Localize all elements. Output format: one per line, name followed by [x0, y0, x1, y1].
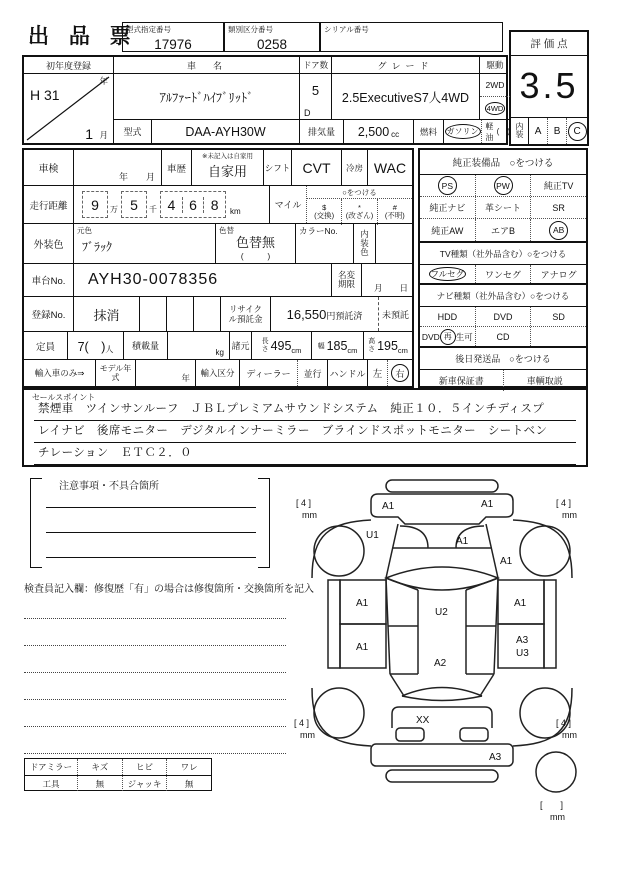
d-pillar-left	[390, 674, 404, 696]
score-label: 評 価 点	[511, 32, 587, 56]
reg-blank-3	[194, 297, 221, 331]
navi-dvd-play: DVD 再 生可	[420, 327, 476, 346]
tv-analog: アナログ	[540, 269, 577, 280]
type-code-box	[122, 22, 224, 52]
equip-leather: 革シート	[476, 197, 532, 218]
reg-month-suffix: 月	[99, 130, 108, 140]
interior-label: 内装	[511, 118, 529, 144]
inspector-line-6	[24, 743, 286, 754]
damage-door-left-rear: A1	[356, 642, 369, 653]
shift-label: シフト	[264, 150, 292, 185]
tools-table	[24, 758, 212, 791]
damage-roof-rear: A2	[434, 658, 447, 669]
inspector-label: 検査員記入欄：修復歴「有」の場合は修復箇所・交換箇所を記入	[24, 584, 314, 595]
drive-header: 駆動	[486, 60, 504, 70]
flag-tampered: * (改ざん)	[342, 199, 377, 225]
tool-jack-none: 無	[184, 778, 194, 789]
d-pillar-right	[480, 674, 494, 696]
fuel-gasoline: ガソリン	[444, 120, 482, 143]
drive-2wd: 2WD	[480, 74, 510, 97]
damage-fender-right: A1	[500, 556, 513, 567]
width-cell: 幅 185 cm	[312, 332, 364, 359]
front-fender-left	[312, 520, 371, 578]
notes-line-3	[46, 546, 256, 558]
reg-blank-1	[140, 297, 167, 331]
orig-color-value: ﾌﾞﾗｯｸ	[82, 240, 113, 254]
tread-spare-mm: mm	[550, 812, 565, 822]
damage-door-right-front: A1	[514, 598, 527, 609]
damage-rear-bumper: A3	[489, 752, 502, 763]
inspector-line-5	[24, 716, 286, 727]
equip-airbag: エアB	[476, 219, 532, 241]
damage-door-right-rear-b: U3	[516, 648, 529, 659]
displacement-value: 2,500 cc	[344, 120, 414, 143]
import-dealer: ディーラー	[240, 360, 298, 386]
equip-pw: PW	[476, 175, 532, 196]
int-color-cell: 内装色	[354, 224, 376, 263]
sales-points-label: セールスポイント	[32, 393, 96, 402]
car-name: ｱﾙﾌｧｰﾄﾞﾊｲﾌﾞﾘｯﾄﾞ	[114, 74, 300, 120]
inspector-line-4	[24, 689, 286, 700]
grade-value: 2.5ExecutiveS7人4WD	[332, 74, 480, 120]
model-label: 型式	[114, 120, 152, 143]
shaken-label: 車検	[24, 150, 74, 185]
recycle-amount: 16,550 円預託済	[271, 297, 379, 331]
car-name-header: 車 名	[114, 57, 300, 73]
sales-line-2: レイナビ 後席モニター デジタルインナーミラー ブラインドスポットモニター シートベン	[34, 422, 576, 443]
equipment-panel	[418, 148, 588, 388]
mileage-digits: 9 万 5 千 4 6 8 km	[74, 186, 270, 223]
first-reg-header: 初年度登録	[24, 57, 114, 73]
class-code-box	[224, 22, 320, 52]
interior-grade-row	[511, 117, 587, 144]
recolor-value: 色替無	[235, 234, 275, 250]
window-slant-right	[466, 578, 498, 590]
tool-jack: ジャッキ	[123, 776, 168, 791]
ship-later-header: 後日発送品 ○をつける	[420, 348, 586, 370]
a-pillar-left	[386, 524, 398, 578]
name-change-label: 名変期限	[332, 264, 362, 296]
interior-grade-a: A	[529, 118, 548, 144]
tv-oneseg: ワンセグ	[476, 265, 532, 283]
load-label: 積載量	[124, 332, 168, 359]
height-cell: 高さ 195 cm	[368, 338, 408, 355]
rear-window-bottom	[402, 696, 482, 701]
ext-color-label: 外装色	[24, 224, 74, 263]
navi-blank	[531, 327, 586, 346]
window-slant-left	[386, 578, 418, 590]
reg-status: 抹消	[74, 297, 140, 331]
ship-manual: 車輌取説	[526, 376, 563, 386]
class-code-value: 0258	[256, 36, 288, 52]
tread-spare: [ ]	[540, 800, 564, 810]
wheel-front-right	[520, 526, 570, 576]
mileage-label: 走行距離	[24, 186, 74, 223]
capacity-value: 7( ) 人	[68, 332, 124, 359]
circle-note: ○をつける	[307, 186, 412, 199]
equip-aw: 純正AW	[420, 219, 476, 241]
wheel-front-left	[314, 526, 364, 576]
navi-type-section	[420, 285, 586, 348]
notes-label: 注意事項・不具合箇所	[56, 477, 162, 492]
serial-box	[320, 22, 503, 52]
mileage-sen: 5	[121, 191, 147, 218]
equip-tv: 純正TV	[543, 181, 574, 191]
tread-rear-right-mm: mm	[562, 730, 577, 740]
capacity-label: 定員	[24, 332, 68, 359]
wiper-arc-left	[400, 526, 428, 548]
reg-year-suffix: 年	[99, 76, 108, 86]
mileage-man: 9	[82, 191, 108, 218]
recycle-unpaid: 未預託	[381, 309, 409, 320]
class-code-label: 類別区分番号	[228, 25, 273, 34]
equip-sr: SR	[552, 202, 565, 213]
ship-later-section	[420, 348, 586, 391]
tread-rear-left: [ 4 ]	[294, 718, 310, 728]
recycle-label: リサイクル預託金	[221, 297, 271, 331]
ac-label: 冷房	[342, 150, 368, 185]
handle-label: ハンドル	[328, 360, 368, 386]
notes-line-1	[46, 496, 256, 508]
rear-gate	[392, 707, 492, 728]
history-cell	[192, 150, 264, 185]
load-value: kg	[168, 332, 230, 359]
score-value: 3.5	[519, 65, 579, 106]
interior-grade-c: C	[567, 118, 587, 144]
reg-blank-2	[167, 297, 194, 331]
mile-cell: マイル	[270, 186, 307, 223]
color-no-cell: カラーNo.	[296, 224, 354, 263]
rear-window-top	[402, 688, 482, 697]
damage-roof-front: U2	[435, 607, 448, 618]
spare-tire	[536, 752, 576, 792]
doors-header: ドア数	[300, 57, 332, 73]
history-note: ※未記入は自家用	[202, 153, 253, 160]
equipment-header: 純正装備品 ○をつける	[420, 150, 586, 175]
rear-strip	[386, 770, 498, 782]
inspector-line-3	[24, 662, 286, 673]
damage-front-bumper-left: A1	[382, 501, 395, 512]
car-damage-diagram	[292, 476, 592, 840]
km-unit: km	[230, 207, 241, 216]
recolor-cell: 色替 色替無 ( )	[216, 224, 296, 263]
doors-value: 5	[311, 82, 320, 98]
tread-rear-right: [ 4 ]	[556, 718, 572, 728]
int-color-blank	[376, 224, 412, 263]
score-box	[509, 30, 589, 146]
odometer-flags	[307, 186, 412, 224]
tool-crack: ヒビ	[123, 759, 168, 775]
sales-line-1: 禁煙車 ツインサンルーフ ＪＢＬプレミアムサウンドシステム 純正１０．５インチディスプ	[34, 400, 576, 421]
tread-rear-left-mm: mm	[300, 730, 315, 740]
inspector-line-2	[24, 635, 286, 646]
type-code-value: 17976	[154, 36, 192, 52]
chassis-label: 車台No.	[24, 264, 74, 296]
navi-sd: SD	[552, 311, 565, 322]
details-table	[22, 148, 414, 388]
doors-unit: D	[304, 108, 311, 118]
ship-warranty: 新車保証書	[420, 370, 504, 391]
model-year-value: 年	[136, 360, 196, 386]
name-change-date: 月 日	[373, 283, 408, 293]
chassis-value: AYH30-0078356	[74, 264, 332, 296]
flag-unknown: # (不明)	[384, 202, 405, 220]
navi-hdd: HDD	[420, 307, 476, 326]
fuel-diesel: 軽油 ( )	[485, 121, 510, 142]
shift-value: CVT	[292, 150, 342, 185]
reg-year: H 31	[30, 87, 60, 103]
tool-kit-none: 無	[78, 776, 123, 791]
front-fender-right	[513, 520, 572, 578]
tread-front-left-mm: mm	[302, 510, 317, 520]
damage-front-bumper-right: A1	[481, 499, 494, 510]
taillight-left	[396, 728, 424, 741]
spec-label: 諸元	[230, 332, 252, 359]
damage-hood: A1	[456, 536, 469, 547]
interior-grade-b: B	[548, 118, 567, 144]
import-label: 輸入車のみ⇒	[24, 360, 96, 386]
damage-door-right-rear-a: A3	[516, 635, 529, 646]
sill-left	[328, 580, 340, 668]
tread-front-right: [ 4 ]	[556, 498, 572, 508]
tool-mirror: ドアミラー	[25, 759, 78, 775]
taillight-right	[460, 728, 488, 741]
wheel-rear-left	[314, 688, 364, 738]
sales-line-3: チレーション ＥＴＣ２．０	[34, 444, 576, 465]
tool-kit: 工具	[25, 776, 78, 791]
type-code-label: 型式指定番号	[126, 25, 171, 34]
model-value: DAA-AYH30W	[152, 120, 300, 143]
handle-left: 左	[368, 360, 388, 386]
notes-bracket-right	[258, 478, 270, 568]
equipment-section	[420, 150, 586, 243]
flag-exchange: $ (交換)	[307, 199, 342, 225]
tread-front-left: [ 4 ]	[296, 498, 312, 508]
notes-bracket-left	[30, 478, 42, 568]
tv-type-header: TV種類（社外品含む）○をつける	[420, 243, 586, 265]
windshield	[386, 567, 498, 590]
equip-navi: 純正ナビ	[420, 197, 476, 218]
fuel-label: 燃料	[414, 120, 444, 143]
ac-value: WAC	[373, 159, 407, 176]
notes-line-2	[46, 521, 256, 533]
page-title: 出 品 票	[28, 25, 138, 48]
serial-label: シリアル番号	[324, 25, 369, 34]
history-value: 自家用	[207, 164, 247, 179]
tv-fullseg: フルセグ	[420, 265, 476, 283]
grade-header: グレード	[332, 57, 480, 73]
import-class-label: 輸入区分	[196, 360, 240, 386]
damage-rear-gate: XX	[416, 715, 430, 726]
sill-right	[544, 580, 556, 668]
tool-split: ワレ	[180, 762, 198, 772]
a-pillar-right	[486, 524, 498, 578]
navi-dvd: DVD	[476, 307, 532, 326]
inspector-line-1	[24, 608, 286, 619]
front-grille	[386, 480, 498, 492]
import-parallel: 並行	[298, 360, 328, 386]
reg-no-label: 登録No.	[24, 297, 74, 331]
door-panel-right-rear	[498, 624, 544, 668]
model-year-label: モデル年式	[96, 360, 136, 386]
tv-type-section	[420, 243, 586, 285]
length-cell: 長さ 495 cm	[252, 332, 312, 359]
orig-color-cell: 元色 ﾌﾞﾗｯｸ	[74, 224, 216, 263]
shaken-date: 年 月	[74, 150, 162, 185]
doors-cell	[300, 74, 332, 120]
reg-month: 1	[85, 126, 93, 142]
navi-cd: CD	[476, 327, 532, 346]
navi-type-header: ナビ種類（社外品含む）○をつける	[420, 285, 586, 307]
history-label: 車歴	[162, 150, 192, 185]
equip-ab: AB	[531, 219, 586, 241]
damage-fender-left: U1	[366, 530, 379, 541]
equip-ps: PS	[420, 175, 476, 196]
tread-front-right-mm: mm	[562, 510, 577, 520]
displacement-label: 排気量	[300, 120, 344, 143]
drive-4wd: 4WD	[480, 97, 510, 120]
sales-points-box	[22, 388, 588, 467]
vehicle-table	[22, 55, 508, 145]
handle-right: 右	[388, 360, 412, 386]
mileage-rest: 4 6 8	[160, 191, 226, 218]
tool-scratch: キズ	[78, 759, 123, 775]
damage-door-left-front: A1	[356, 598, 369, 609]
